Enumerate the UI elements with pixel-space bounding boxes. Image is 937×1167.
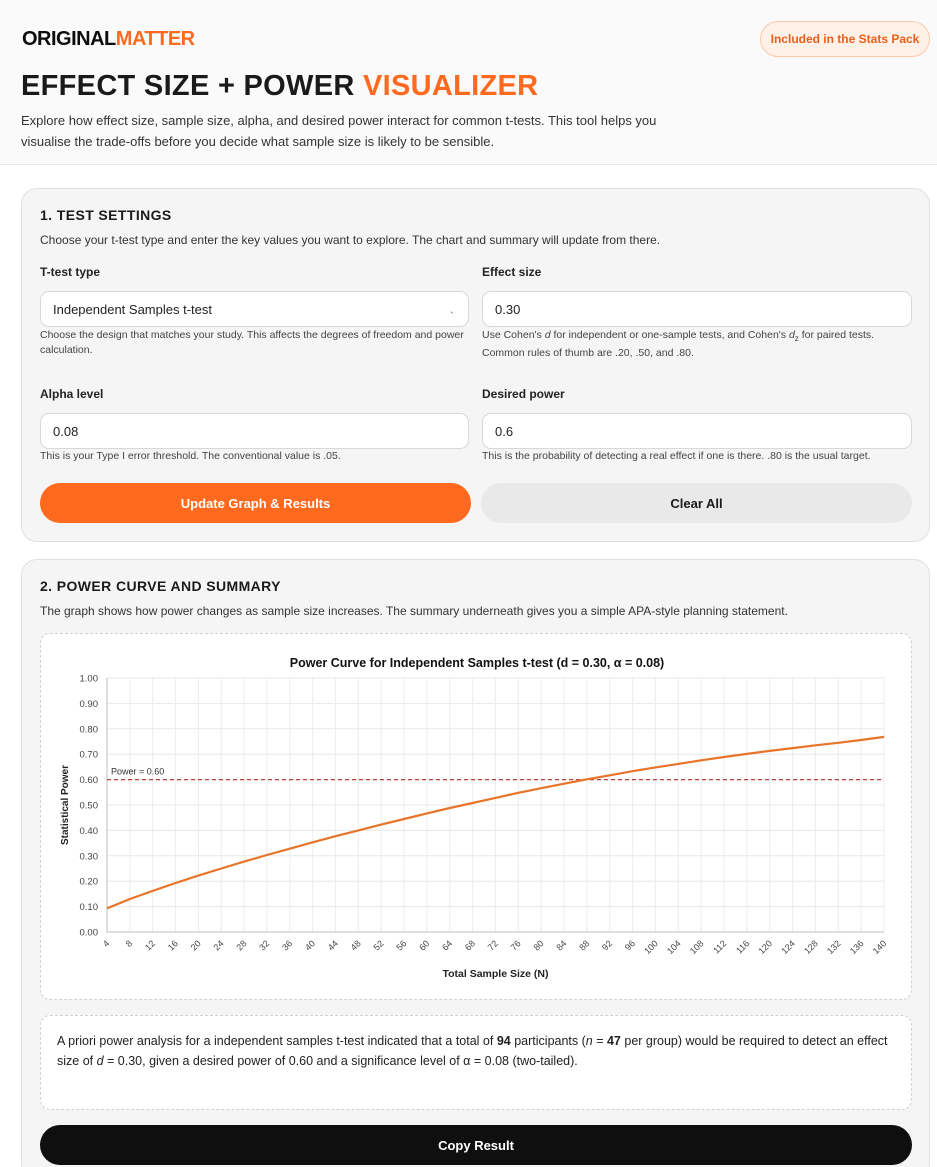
test-settings-card [21,188,930,542]
effect-size-value: 0.30 [495,301,521,317]
copy-result-button[interactable]: Copy Result [40,1125,912,1165]
x-tick-label: 40 [302,938,318,953]
x-tick-label: 68 [462,938,478,953]
power-curve-description: The graph shows how power changes as sample size increases. The summary underneath gives you a simple APA-style planning statement. [40,604,788,618]
x-tick-label: 92 [600,938,615,953]
x-tick-label: 8 [123,938,135,949]
x-tick-label: 96 [622,938,638,953]
page-title [21,70,538,103]
x-tick-label: 140 [870,938,889,957]
y-tick-label: 0.70 [79,749,98,761]
y-tick-label: 0.20 [79,876,98,888]
x-tick-label: 36 [280,938,295,953]
desired-power-value: 0.6 [495,423,514,439]
x-tick-label: 28 [234,938,249,953]
desired-power-label: Desired power [482,387,565,401]
y-tick-label: 0.40 [79,825,98,837]
x-tick-label: 52 [371,938,386,953]
test-type-value: Independent Samples t-test [53,301,212,317]
x-tick-label: 116 [734,938,752,956]
y-tick-label: 0.00 [79,927,98,939]
logo-text-primary: ORIGINAL [22,28,116,50]
x-tick-label: 60 [417,938,432,953]
y-tick-label: 0.10 [79,902,98,914]
x-tick-label: 88 [577,938,592,953]
x-tick-label: 136 [847,938,866,957]
y-tick-label: 1.00 [79,673,98,685]
x-tick-label: 16 [165,938,180,953]
clear-all-button[interactable]: Clear All [481,483,912,523]
chart-title: Power Curve for Independent Samples t-test (d = 0.30, α = 0.08) [289,656,665,670]
x-tick-label: 56 [394,938,409,953]
header-bar [0,0,937,165]
x-tick-label: 128 [802,938,820,957]
x-tick-label: 80 [531,938,546,953]
update-graph-button[interactable]: Update Graph & Results [40,483,471,523]
y-tick-label: 0.30 [79,851,98,863]
x-tick-label: 124 [779,938,798,957]
x-tick-label: 76 [508,938,523,953]
test-type-select[interactable] [40,291,469,327]
alpha-label: Alpha level [40,387,104,401]
page-intro: Explore how effect size, sample size, alpha, and desired power interact for common t-tests. This tool helps you visualise the trade-offs before you decide what sample size is likely to be sensible. [21,113,657,149]
x-tick-label: 20 [188,938,203,953]
x-tick-label: 132 [825,938,843,957]
power-curve-chart [40,633,912,1000]
summary-total-n: 94 [496,1034,511,1048]
test-settings-description: Choose your t-test type and enter the key values you want to explore. The chart and summary will update from there. [40,233,661,247]
y-tick-label: 0.50 [79,800,98,812]
effect-size-label: Effect size [482,265,542,279]
test-settings-title: 1. TEST SETTINGS [40,207,172,223]
alpha-value: 0.08 [53,423,79,439]
desired-power-help: This is the probability of detecting a real effect if one is there. .80 is the usual target. [482,450,871,462]
y-axis-title: Statistical Power [60,764,71,846]
chevron-down-icon: ˎ [450,300,454,314]
title-main: EFFECT SIZE + POWER [21,70,363,102]
test-type-help: Choose the design that matches your study. This affects the degrees of freedom and power calculation. [40,329,464,356]
apa-summary: A priori power analysis for a independent samples t-test indicated that a total of 94 participants (n = 47 per group) would be required to detect an effect size of d = 0.30, given a desired power of 0.60 and a significance level of α = 0.08 (two-tailed). [40,1015,912,1110]
x-tick-label: 64 [440,938,455,953]
effect-size-help: Use Cohen's d for independent or one-sample tests, and Cohen's $d_z$ for paired tests. Common rules of thumb are .20, .50, and .80. [482,329,875,360]
title-accent: VISUALIZER [362,70,539,102]
x-tick-label: 72 [485,938,500,953]
x-tick-label: 44 [325,938,340,953]
x-tick-label: 104 [665,938,683,957]
y-tick-label: 0.80 [79,724,98,736]
power-curve-svg [41,634,913,1001]
x-tick-label: 112 [711,938,729,956]
power-threshold-label: Power = 0.60 [111,766,165,777]
brand-logo[interactable] [22,28,195,51]
x-tick-label: 32 [257,938,272,953]
x-tick-label: 24 [211,938,226,953]
alpha-help: This is your Type I error threshold. The conventional value is .05. [40,450,341,462]
x-tick-label: 84 [554,938,569,953]
summary-per-group: 47 [606,1034,621,1048]
alpha-input[interactable] [40,413,469,449]
stats-pack-badge: Included in the Stats Pack [760,21,930,57]
effect-size-input[interactable] [482,291,912,327]
desired-power-input[interactable] [482,413,912,449]
x-axis-title: Total Sample Size (N) [442,968,549,980]
power-curve-card [21,559,930,1167]
x-tick-label: 4 [100,938,112,949]
x-tick-label: 108 [687,938,706,957]
logo-text-accent: MATTER [115,28,195,50]
y-tick-label: 0.90 [79,698,98,710]
test-type-label: T-test type [40,265,101,279]
x-tick-label: 120 [756,938,775,957]
x-tick-label: 12 [142,938,158,953]
power-curve-title: 2. POWER CURVE AND SUMMARY [40,578,281,594]
x-tick-label: 100 [642,938,660,957]
y-tick-label: 0.60 [79,775,98,787]
x-tick-label: 48 [348,938,363,953]
